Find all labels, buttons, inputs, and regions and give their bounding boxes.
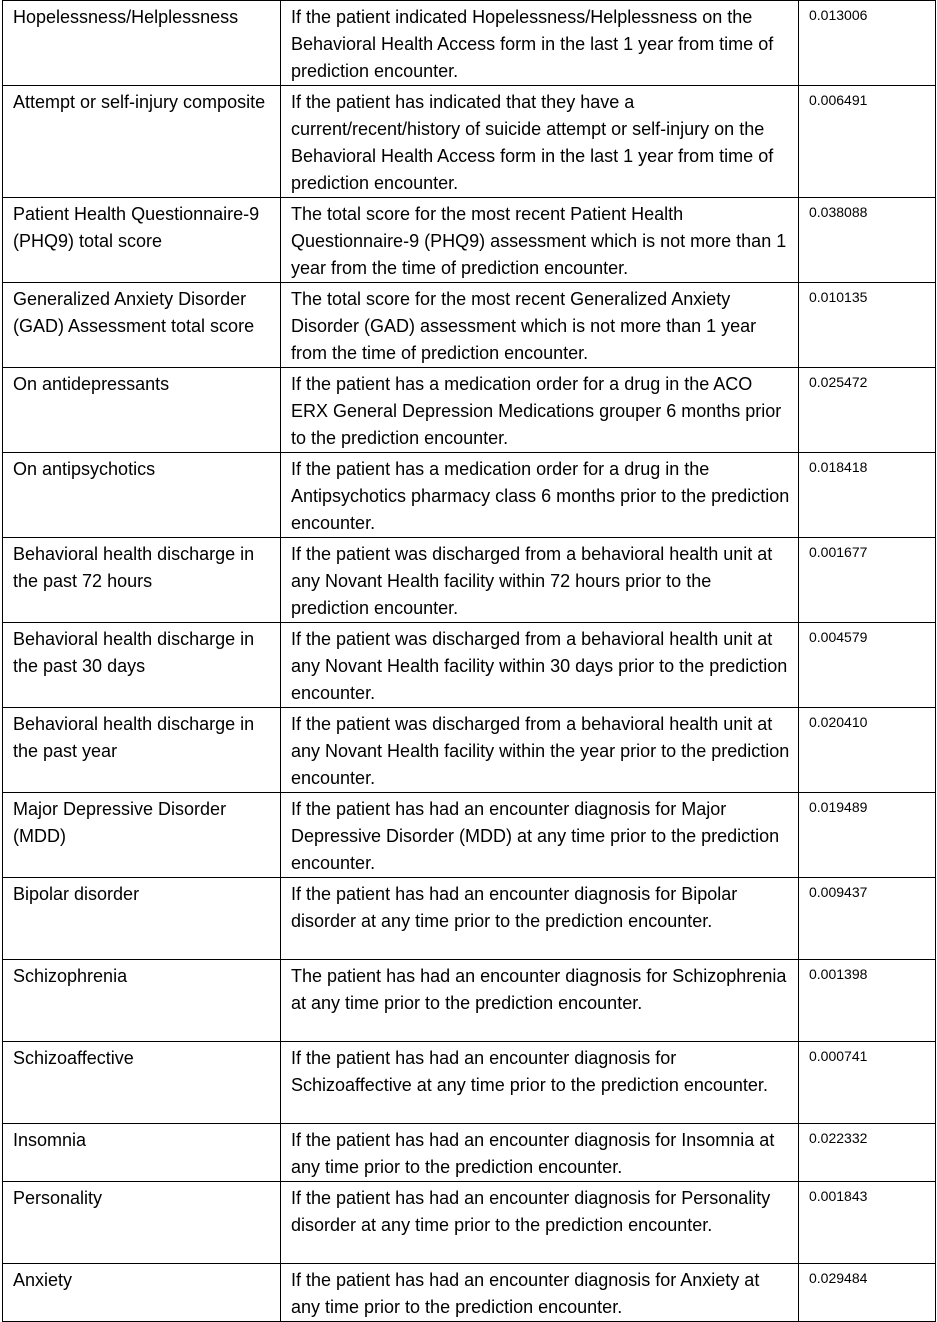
table-row [3,708,936,793]
table-row [3,1042,936,1124]
feature-name-cell: Behavioral health discharge in the past 30 days [3,623,281,708]
feature-name-cell: Bipolar disorder [3,878,281,960]
feature-name-cell: Major Depressive Disorder (MDD) [3,793,281,878]
table-row [3,793,936,878]
feature-description-cell: If the patient was discharged from a behavioral health unit at any Novant Health facility within the year prior to the prediction encounter. [281,708,799,793]
table-row [3,1182,936,1264]
table-row [3,538,936,623]
feature-name-cell: Anxiety [3,1264,281,1322]
table-row [3,368,936,453]
feature-name-cell: Personality [3,1182,281,1264]
feature-name-cell: Behavioral health discharge in the past year [3,708,281,793]
feature-importance-cell: 0.020410 [799,708,936,793]
feature-name-cell: Hopelessness/Helplessness [3,1,281,86]
feature-importance-cell: 0.001398 [799,960,936,1042]
table-row [3,453,936,538]
table-row [3,1,936,86]
feature-importance-cell: 0.022332 [799,1124,936,1182]
feature-importance-cell: 0.009437 [799,878,936,960]
feature-importance-cell: 0.018418 [799,453,936,538]
feature-name-cell: Schizoaffective [3,1042,281,1124]
feature-importance-cell: 0.010135 [799,283,936,368]
feature-description-cell: If the patient has a medication order for a drug in the Antipsychotics pharmacy class 6 months prior to the prediction encounter. [281,453,799,538]
feature-importance-table [2,0,936,1322]
table-row [3,283,936,368]
table-row [3,198,936,283]
feature-importance-cell: 0.013006 [799,1,936,86]
feature-importance-cell: 0.001677 [799,538,936,623]
table-row [3,1124,936,1182]
feature-description-cell: If the patient has had an encounter diagnosis for Insomnia at any time prior to the prediction encounter. [281,1124,799,1182]
feature-description-cell: If the patient indicated Hopelessness/Helplessness on the Behavioral Health Access form in the last 1 year from time of prediction encounter. [281,1,799,86]
feature-description-cell: If the patient has a medication order for a drug in the ACO ERX General Depression Medications grouper 6 months prior to the prediction encounter. [281,368,799,453]
table-row [3,1264,936,1322]
feature-importance-cell: 0.038088 [799,198,936,283]
feature-description-cell: If the patient has had an encounter diagnosis for Personality disorder at any time prior to the prediction encounter. [281,1182,799,1264]
feature-description-cell: If the patient was discharged from a behavioral health unit at any Novant Health facility within 30 days prior to the prediction encounter. [281,623,799,708]
feature-description-cell: If the patient has had an encounter diagnosis for Anxiety at any time prior to the prediction encounter. [281,1264,799,1322]
feature-name-cell: Behavioral health discharge in the past 72 hours [3,538,281,623]
feature-importance-cell: 0.004579 [799,623,936,708]
feature-table-body [3,1,936,1322]
feature-name-cell: On antidepressants [3,368,281,453]
table-row [3,623,936,708]
feature-description-cell: If the patient has had an encounter diagnosis for Major Depressive Disorder (MDD) at any time prior to the prediction encounter. [281,793,799,878]
feature-name-cell: Attempt or self-injury composite [3,86,281,198]
feature-name-cell: Patient Health Questionnaire-9 (PHQ9) total score [3,198,281,283]
feature-name-cell: Schizophrenia [3,960,281,1042]
feature-importance-cell: 0.006491 [799,86,936,198]
feature-description-cell: The patient has had an encounter diagnosis for Schizophrenia at any time prior to the prediction encounter. [281,960,799,1042]
feature-importance-cell: 0.000741 [799,1042,936,1124]
table-row [3,86,936,198]
feature-name-cell: Generalized Anxiety Disorder (GAD) Assessment total score [3,283,281,368]
feature-importance-cell: 0.029484 [799,1264,936,1322]
feature-name-cell: On antipsychotics [3,453,281,538]
feature-description-cell: If the patient was discharged from a behavioral health unit at any Novant Health facility within 72 hours prior to the prediction encounter. [281,538,799,623]
feature-description-cell: If the patient has indicated that they have a current/recent/history of suicide attempt or self-injury on the Behavioral Health Access form in the last 1 year from time of prediction encounter. [281,86,799,198]
feature-importance-cell: 0.001843 [799,1182,936,1264]
feature-importance-cell: 0.025472 [799,368,936,453]
table-row [3,960,936,1042]
feature-description-cell: If the patient has had an encounter diagnosis for Schizoaffective at any time prior to the prediction encounter. [281,1042,799,1124]
feature-name-cell: Insomnia [3,1124,281,1182]
feature-importance-cell: 0.019489 [799,793,936,878]
feature-description-cell: The total score for the most recent Generalized Anxiety Disorder (GAD) assessment which is not more than 1 year from the time of prediction encounter. [281,283,799,368]
table-row [3,878,936,960]
feature-description-cell: The total score for the most recent Patient Health Questionnaire-9 (PHQ9) assessment which is not more than 1 year from the time of prediction encounter. [281,198,799,283]
feature-description-cell: If the patient has had an encounter diagnosis for Bipolar disorder at any time prior to the prediction encounter. [281,878,799,960]
